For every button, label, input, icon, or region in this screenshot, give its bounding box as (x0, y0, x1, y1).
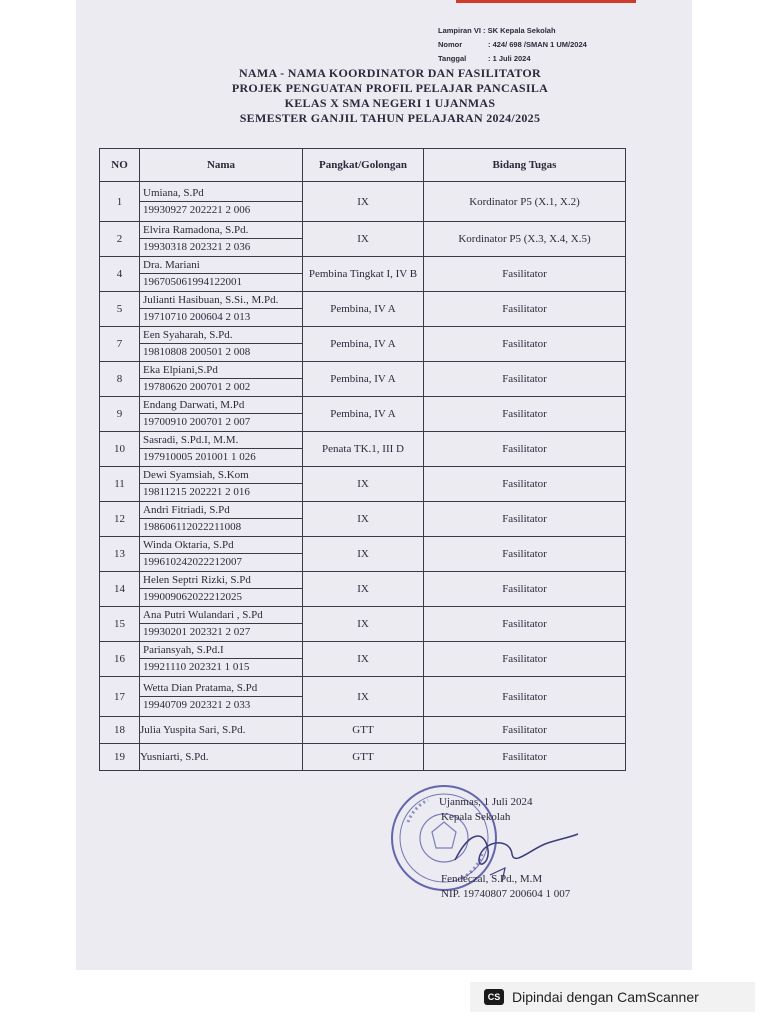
row-task: Fasilitator (424, 502, 626, 537)
row-name-cell (140, 327, 303, 362)
row-name: Ana Putri Wulandari , S.Pd (140, 607, 302, 624)
table-row (100, 432, 626, 467)
row-no: 13 (100, 537, 140, 572)
row-task: Fasilitator (424, 537, 626, 572)
row-rank: Pembina Tingkat I, IV B (303, 257, 424, 292)
row-no: 2 (100, 222, 140, 257)
row-name-cell (140, 397, 303, 432)
table-row (100, 744, 626, 771)
table-row (100, 642, 626, 677)
row-no: 1 (100, 182, 140, 222)
table-row (100, 327, 626, 362)
table-row (100, 362, 626, 397)
tanggal-label: Tanggal (438, 54, 467, 63)
row-rank: Penata TK.1, III D (303, 432, 424, 467)
header-nama: Nama (140, 149, 303, 182)
row-rank: IX (303, 642, 424, 677)
table-row (100, 502, 626, 537)
row-no: 12 (100, 502, 140, 537)
row-rank: GTT (303, 744, 424, 771)
row-no: 11 (100, 467, 140, 502)
row-task: Kordinator P5 (X.3, X.4, X.5) (424, 222, 626, 257)
row-rank: Pembina, IV A (303, 397, 424, 432)
table-row (100, 257, 626, 292)
row-name: Yusniarti, S.Pd. (140, 744, 303, 771)
document-title (180, 66, 600, 126)
row-task: Fasilitator (424, 432, 626, 467)
row-no: 10 (100, 432, 140, 467)
row-rank: GTT (303, 717, 424, 744)
row-no: 15 (100, 607, 140, 642)
row-nip: 19930201 202321 2 027 (143, 626, 251, 638)
row-name: Wetta Dian Pratama, S.Pd (140, 680, 302, 697)
camscanner-logo-icon: CS (484, 989, 504, 1005)
table-row (100, 467, 626, 502)
row-no: 9 (100, 397, 140, 432)
row-name-cell (140, 642, 303, 677)
row-no: 19 (100, 744, 140, 771)
row-nip: 19810808 200501 2 008 (143, 346, 251, 358)
row-rank: Pembina, IV A (303, 292, 424, 327)
row-task: Kordinator P5 (X.1, X.2) (424, 182, 626, 222)
row-task: Fasilitator (424, 327, 626, 362)
row-nip: 19940709 202321 2 033 (143, 698, 251, 711)
row-nip: 19930927 202221 2 006 (143, 203, 251, 216)
row-nip: 199610242022212007 (143, 556, 242, 568)
row-nip: 199009062022212025 (143, 591, 242, 603)
row-name: Dra. Mariani (140, 257, 302, 274)
signature-place-date: Ujanmas, 1 Juli 2024 (439, 796, 533, 808)
table-row (100, 397, 626, 432)
row-name: Umiana, S.Pd (140, 185, 302, 202)
red-header-stripe (456, 0, 636, 3)
title-line-2: PROJEK PENGUATAN PROFIL PELAJAR PANCASILA (231, 81, 549, 95)
signature-block (439, 795, 570, 902)
nomor-value: : 424/ 698 /SMAN 1 UM/2024 (488, 40, 587, 49)
row-nip: 19811215 202221 2 016 (143, 486, 250, 498)
row-name: Winda Oktaria, S.Pd (140, 537, 302, 554)
row-rank: Pembina, IV A (303, 327, 424, 362)
table-row (100, 607, 626, 642)
camscanner-label: Dipindai dengan CamScanner (512, 989, 699, 1005)
row-name-cell (140, 257, 303, 292)
row-nip: 198606112022211008 (143, 521, 242, 533)
row-name: Helen Septri Rizki, S.Pd (140, 572, 302, 589)
row-name: Dewi Syamsiah, S.Kom (140, 467, 302, 484)
row-name-cell (140, 432, 303, 467)
row-name-cell (140, 182, 303, 222)
row-nip: 19710710 200604 2 013 (143, 311, 251, 323)
table-row (100, 182, 626, 222)
row-task: Fasilitator (424, 397, 626, 432)
signature-name: Fendeczal, S.Pd., M.M (441, 873, 543, 885)
row-name: Pariansyah, S.Pd.I (140, 642, 302, 659)
row-name-cell (140, 677, 303, 717)
table-row (100, 537, 626, 572)
row-task: Fasilitator (424, 257, 626, 292)
row-name: Andri Fitriadi, S.Pd (140, 502, 302, 519)
row-task: Fasilitator (424, 717, 626, 744)
table-row (100, 292, 626, 327)
row-nip: 197910005 201001 1 026 (143, 451, 256, 463)
row-nip: 196705061994122001 (143, 276, 242, 288)
nomor-row (438, 38, 587, 52)
camscanner-watermark (470, 982, 755, 1012)
row-task: Fasilitator (424, 744, 626, 771)
title-line-4: SEMESTER GANJIL TAHUN PELAJARAN 2024/2025 (239, 111, 541, 125)
attachment-title: Lampiran VI : SK Kepala Sekolah (438, 26, 556, 35)
table-header-row (100, 149, 626, 182)
row-name: Elvira Ramadona, S.Pd. (140, 222, 302, 239)
row-rank: IX (303, 607, 424, 642)
title-line-3: KELAS X SMA NEGERI 1 UJANMAS (284, 96, 496, 110)
signature-position: Kepala Sekolah (441, 811, 511, 823)
tanggal-row (438, 52, 587, 66)
row-nip: 19930318 202321 2 036 (143, 241, 251, 253)
header-no: NO (100, 149, 140, 182)
row-name: Eka Elpiani,S.Pd (140, 362, 302, 379)
row-name-cell (140, 502, 303, 537)
attachment-reference (438, 24, 587, 66)
row-name: Julianti Hasibuan, S.Si., M.Pd. (140, 292, 302, 309)
row-task: Fasilitator (424, 642, 626, 677)
row-nip: 19780620 200701 2 002 (143, 381, 251, 393)
row-name-cell (140, 362, 303, 397)
row-name-cell (140, 222, 303, 257)
row-name: Endang Darwati, M.Pd (140, 397, 302, 414)
table-row (100, 572, 626, 607)
row-no: 8 (100, 362, 140, 397)
row-task: Fasilitator (424, 467, 626, 502)
row-nip: 19700910 200701 2 007 (143, 416, 251, 428)
row-no: 7 (100, 327, 140, 362)
row-rank: Pembina, IV A (303, 362, 424, 397)
row-name: Een Syaharah, S.Pd. (140, 327, 302, 344)
row-name-cell (140, 537, 303, 572)
row-rank: IX (303, 467, 424, 502)
row-no: 16 (100, 642, 140, 677)
table-row (100, 222, 626, 257)
tanggal-value: : 1 Juli 2024 (488, 54, 531, 63)
signature-nip: NIP. 19740807 200604 1 007 (441, 888, 571, 900)
row-rank: IX (303, 222, 424, 257)
coordinator-facilitator-table (99, 148, 626, 771)
row-no: 18 (100, 717, 140, 744)
row-name-cell (140, 467, 303, 502)
row-task: Fasilitator (424, 607, 626, 642)
row-task: Fasilitator (424, 362, 626, 397)
row-name-cell (140, 292, 303, 327)
title-line-1: NAMA - NAMA KOORDINATOR DAN FASILITATOR (238, 66, 542, 80)
row-no: 14 (100, 572, 140, 607)
table-row (100, 677, 626, 717)
nomor-label: Nomor (438, 40, 463, 49)
row-task: Fasilitator (424, 677, 626, 717)
row-name: Julia Yuspita Sari, S.Pd. (140, 717, 303, 744)
row-name: Sasradi, S.Pd.I, M.M. (140, 432, 302, 449)
header-pangkat: Pangkat/Golongan (303, 149, 424, 182)
row-rank: IX (303, 182, 424, 222)
row-rank: IX (303, 502, 424, 537)
row-no: 4 (100, 257, 140, 292)
row-rank: IX (303, 572, 424, 607)
row-task: Fasilitator (424, 292, 626, 327)
row-name-cell (140, 572, 303, 607)
table-row (100, 717, 626, 744)
row-no: 17 (100, 677, 140, 717)
header-bidang-tugas: Bidang Tugas (424, 149, 626, 182)
row-rank: IX (303, 537, 424, 572)
row-name-cell (140, 607, 303, 642)
row-nip: 19921110 202321 1 015 (143, 661, 250, 673)
row-no: 5 (100, 292, 140, 327)
row-rank: IX (303, 677, 424, 717)
row-task: Fasilitator (424, 572, 626, 607)
